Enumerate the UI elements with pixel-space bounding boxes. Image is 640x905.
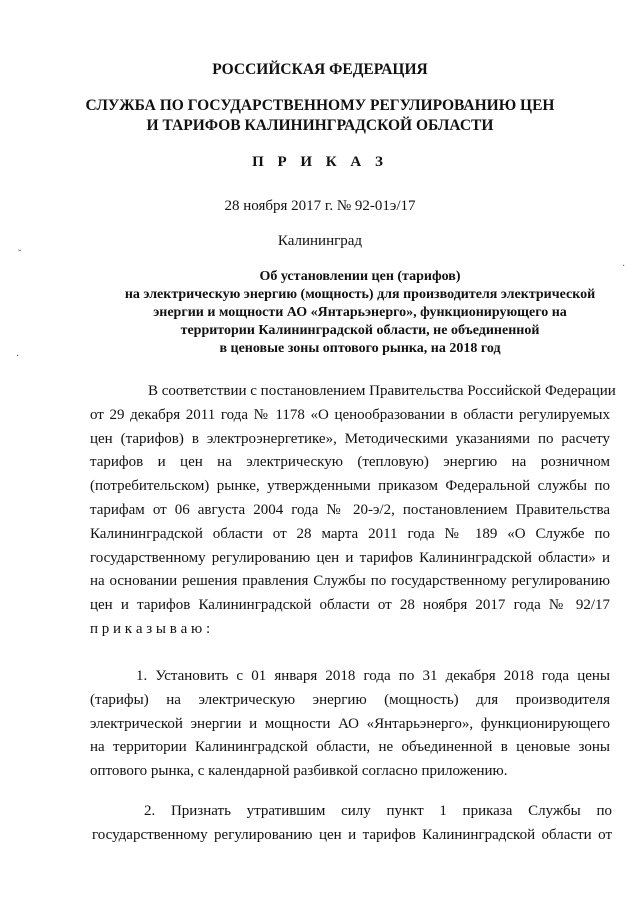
preamble-line: государственному регулированию цен и тарифов Калининградской области» и: [90, 549, 610, 566]
item-1-line: (тарифы) на электрическую энергию (мощность) для производителя: [90, 691, 610, 708]
scan-speck: ˇ: [18, 249, 22, 260]
preamble-paragraph: [90, 380, 616, 642]
order-subject: [80, 268, 640, 358]
order-title: П Р И К А З: [252, 154, 388, 170]
item-1-line: электрической энергии и мощности АО «Янтарьэнерго», функционирующего: [90, 715, 610, 732]
order-city: Калининград: [277, 233, 363, 249]
item-1-paragraph: [90, 665, 610, 784]
preamble-line: Калининградской области от 28 марта 2011 года № 189 «О Службе по: [90, 525, 610, 542]
preamble-line: на основании решения правления Службы по государственному регулированию: [90, 573, 610, 590]
subject-line: энергии и мощности АО «Янтарьэнерго», функционирующего на: [153, 305, 567, 320]
agency-line-1: СЛУЖБА ПО ГОСУДАРСТВЕННОМУ РЕГУЛИРОВАНИЮ ЦЕН: [85, 97, 555, 114]
subject-line: на электрическую энергию (мощность) для производителя электрической: [124, 287, 596, 302]
subject-line: в ценовые зоны оптового рынка, на 2018 год: [219, 341, 501, 356]
item-2-line: государственному регулированию цен и тарифов Калининградской области от: [92, 826, 612, 843]
preamble-line: цен (тарифов) в электроэнергетике», Методическими указаниями по расчету: [90, 430, 610, 447]
scan-speck: ·: [622, 261, 626, 272]
item-1-line: оптового рынка, с календарной разбивкой согласно приложению.: [90, 763, 508, 780]
item-1-line: 1. Установить с 01 января 2018 года по 31 декабря 2018 года цены: [136, 668, 610, 684]
scan-speck: ·: [16, 351, 20, 362]
preamble-decree-word: п р и к а з ы в а ю :: [90, 620, 211, 637]
item-1-line: на территории Калининградской области, не объединенной в ценовые зоны: [90, 739, 610, 756]
subject-line: Об установлении цен (тарифов): [259, 269, 461, 284]
agency-line-2: И ТАРИФОВ КАЛИНИНГРАДСКОЙ ОБЛАСТИ: [146, 117, 494, 134]
preamble-line: В соответствии с постановлением Правительства Российской Федерации: [148, 383, 616, 399]
country-heading: РОССИЙСКАЯ ФЕДЕРАЦИЯ: [212, 61, 428, 78]
subject-line: территории Калининградской области, не объединенной: [180, 323, 540, 338]
item-2-line: 2. Признать утратившим силу пункт 1 приказа Службы по: [144, 803, 612, 819]
preamble-line: цен и тарифов Калининградской области от 28 ноября 2017 года № 92/17: [90, 597, 610, 614]
preamble-line: тарифов и цен на электрическую (тепловую) энергию на розничном: [90, 454, 610, 471]
preamble-line: тарифам от 06 августа 2004 года № 20-э/2, постановлением Правительства: [90, 501, 610, 518]
preamble-line: от 29 декабря 2011 года № 1178 «О ценообразовании в области регулируемых: [90, 406, 610, 423]
preamble-line: (потребительском) рынке, утвержденными приказом Федеральной службы по: [90, 478, 610, 495]
order-date-number: 28 ноября 2017 г. № 92-01э/17: [224, 198, 416, 214]
item-2-paragraph: [92, 800, 612, 848]
agency-heading: [0, 96, 640, 136]
